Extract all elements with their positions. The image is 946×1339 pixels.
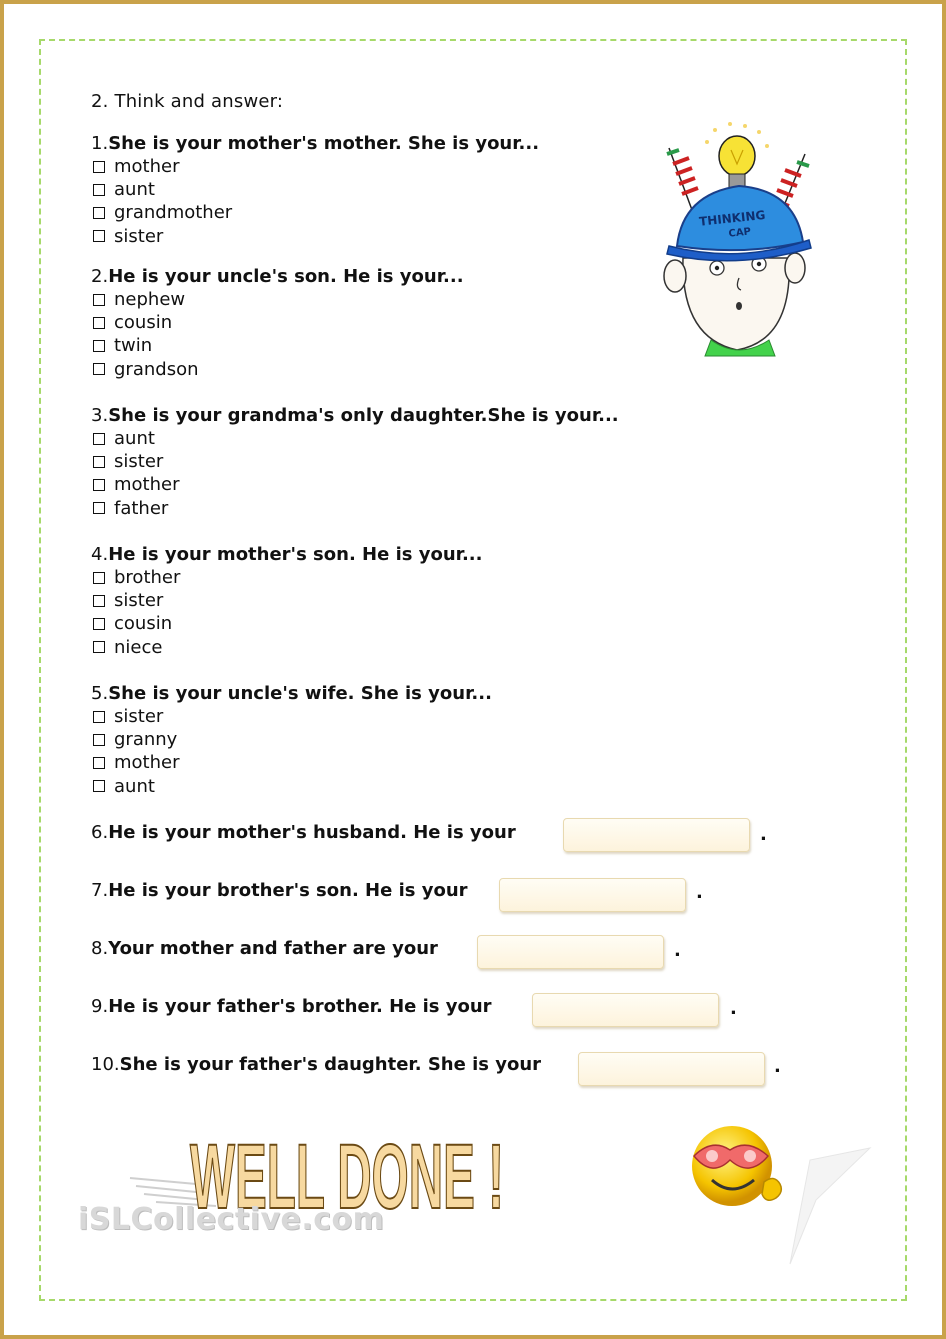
checkbox-icon[interactable] xyxy=(93,711,105,723)
option-label: twin xyxy=(114,335,153,357)
checkbox-icon[interactable] xyxy=(93,230,105,242)
option-label: brother xyxy=(114,567,181,589)
period: . xyxy=(696,882,703,903)
checkbox-icon[interactable] xyxy=(93,207,105,219)
boy-face-icon xyxy=(664,253,805,356)
period: . xyxy=(760,824,767,845)
option-checkbox[interactable] xyxy=(91,728,492,751)
option-checkbox[interactable] xyxy=(91,705,492,728)
option-label: nephew xyxy=(114,289,186,311)
option-checkbox[interactable] xyxy=(91,497,619,520)
checkbox-icon[interactable] xyxy=(93,757,105,769)
option-checkbox[interactable] xyxy=(91,775,492,798)
option-label: grandmother xyxy=(114,202,233,224)
option-label: granny xyxy=(114,729,178,751)
option-checkbox[interactable] xyxy=(91,450,619,473)
option-checkbox[interactable] xyxy=(91,225,539,248)
checkbox-icon[interactable] xyxy=(93,456,105,468)
question-5 xyxy=(91,682,492,798)
question-text: She is your uncle's wife. She is your... xyxy=(108,683,492,704)
option-checkbox[interactable] xyxy=(91,566,482,589)
question-4 xyxy=(91,543,482,659)
light-bulb-icon xyxy=(719,136,755,188)
question-number: 7. xyxy=(91,880,109,901)
checkbox-icon[interactable] xyxy=(93,618,105,630)
answer-input-10[interactable] xyxy=(578,1052,765,1086)
section-heading: 2. Think and answer: xyxy=(91,91,284,112)
option-checkbox[interactable] xyxy=(91,427,619,450)
cap-sublabel: CAP xyxy=(728,226,752,240)
checkbox-icon[interactable] xyxy=(93,294,105,306)
option-label: aunt xyxy=(114,428,155,450)
question-number: 2. xyxy=(91,266,109,287)
question-number: 10. xyxy=(91,1054,120,1075)
question-text: She is your mother's mother. She is your... xyxy=(108,133,540,154)
option-checkbox[interactable] xyxy=(91,178,539,201)
thinking-cap-illustration xyxy=(655,118,815,358)
question-2 xyxy=(91,265,464,381)
cool-smiley-icon xyxy=(684,1122,788,1212)
answer-input-6[interactable] xyxy=(563,818,750,852)
option-label: sister xyxy=(114,590,164,612)
question-number: 6. xyxy=(91,822,109,843)
question-3 xyxy=(91,404,619,520)
question-text: He is your uncle's son. He is your... xyxy=(108,266,464,287)
question-text: He is your brother's son. He is your xyxy=(108,880,468,901)
question-text: She is your father's daughter. She is your xyxy=(119,1054,542,1075)
checkbox-icon[interactable] xyxy=(93,572,105,584)
fill-question-7 xyxy=(91,873,468,909)
answer-input-7[interactable] xyxy=(499,878,686,912)
option-label: father xyxy=(114,497,169,519)
fill-question-10 xyxy=(91,1047,541,1083)
option-checkbox[interactable] xyxy=(91,636,482,659)
question-text: He is your father's brother. He is your xyxy=(108,996,492,1017)
fill-question-9 xyxy=(91,989,492,1025)
fill-question-8 xyxy=(91,931,438,967)
option-checkbox[interactable] xyxy=(91,612,482,635)
checkbox-icon[interactable] xyxy=(93,433,105,445)
option-checkbox[interactable] xyxy=(91,358,464,381)
option-checkbox[interactable] xyxy=(91,751,492,774)
period: . xyxy=(774,1056,781,1077)
option-checkbox[interactable] xyxy=(91,473,619,496)
fill-question-6 xyxy=(91,815,516,851)
checkbox-icon[interactable] xyxy=(93,161,105,173)
option-checkbox[interactable] xyxy=(91,155,539,178)
cap-label: THINKING xyxy=(698,207,766,229)
option-label: aunt xyxy=(114,179,155,201)
question-text: He is your mother's husband. He is your xyxy=(108,822,516,843)
option-label: mother xyxy=(114,156,180,178)
option-label: mother xyxy=(114,474,180,496)
question-number: 8. xyxy=(91,938,109,959)
option-label: aunt xyxy=(114,775,155,797)
checkbox-icon[interactable] xyxy=(93,502,105,514)
option-label: cousin xyxy=(114,613,173,635)
checkbox-icon[interactable] xyxy=(93,363,105,375)
checkbox-icon[interactable] xyxy=(93,641,105,653)
option-checkbox[interactable] xyxy=(91,201,539,224)
option-label: niece xyxy=(114,636,163,658)
question-text: Your mother and father are your xyxy=(108,938,438,959)
question-number: 1. xyxy=(91,133,109,154)
option-label: sister xyxy=(114,225,164,247)
question-number: 4. xyxy=(91,544,109,565)
option-checkbox[interactable] xyxy=(91,334,464,357)
answer-input-9[interactable] xyxy=(532,993,719,1027)
checkbox-icon[interactable] xyxy=(93,479,105,491)
checkbox-icon[interactable] xyxy=(93,595,105,607)
checkbox-icon[interactable] xyxy=(93,317,105,329)
option-checkbox[interactable] xyxy=(91,288,464,311)
decorative-flag-shape xyxy=(786,1140,876,1270)
option-label: sister xyxy=(114,451,164,473)
checkbox-icon[interactable] xyxy=(93,340,105,352)
checkbox-icon[interactable] xyxy=(93,734,105,746)
option-label: grandson xyxy=(114,358,199,380)
well-done-text: WELL DONE ! xyxy=(190,1126,504,1218)
option-checkbox[interactable] xyxy=(91,589,482,612)
period: . xyxy=(730,998,737,1019)
answer-input-8[interactable] xyxy=(477,935,664,969)
helmet-icon xyxy=(667,186,811,261)
option-label: cousin xyxy=(114,312,173,334)
option-label: sister xyxy=(114,706,164,728)
question-number: 3. xyxy=(91,405,109,426)
question-text: She is your grandma's only daughter.She is your... xyxy=(108,405,619,426)
option-label: mother xyxy=(114,752,180,774)
watermark-text: iSLCollective.com xyxy=(78,1202,385,1237)
question-1 xyxy=(91,132,539,248)
option-checkbox[interactable] xyxy=(91,311,464,334)
question-number: 9. xyxy=(91,996,109,1017)
checkbox-icon[interactable] xyxy=(93,780,105,792)
checkbox-icon[interactable] xyxy=(93,184,105,196)
question-number: 5. xyxy=(91,683,109,704)
period: . xyxy=(674,940,681,961)
question-text: He is your mother's son. He is your... xyxy=(108,544,483,565)
